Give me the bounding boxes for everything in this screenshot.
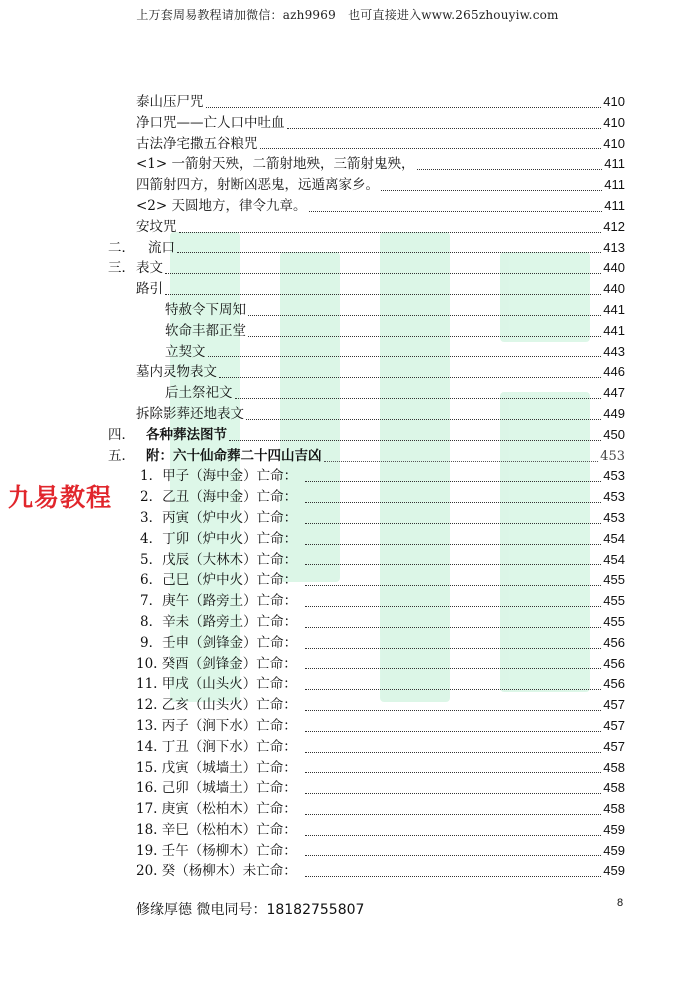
toc-page-number: 454 [603, 530, 625, 546]
toc-leader-dots [305, 876, 602, 877]
toc-leader-dots [287, 128, 602, 129]
toc-page-number: 455 [603, 613, 625, 629]
toc-leader-dots [246, 419, 601, 420]
toc-section-number: 四． [108, 426, 135, 443]
toc-leader-dots [219, 377, 601, 378]
toc-page-number: 453 [603, 509, 625, 525]
toc-page-number: 454 [603, 551, 625, 567]
toc-entry[interactable] [0, 591, 695, 612]
toc-entry-title: 15. 戊寅（城墙土）亡命： [136, 759, 297, 776]
toc-entry[interactable] [0, 113, 695, 134]
toc-page-number: 441 [603, 322, 625, 338]
toc-leader-dots [305, 668, 602, 669]
toc-entry-title: <1> 一箭射天殃，二箭射地殃，三箭射鬼殃， [136, 156, 415, 173]
toc-page-number: 450 [603, 426, 625, 442]
toc-entry-title: 泰山压尸咒 [136, 94, 204, 110]
toc-leader-dots [305, 648, 601, 649]
toc-leader-dots [179, 232, 602, 233]
toc-page-number: 453 [600, 448, 625, 464]
toc-section-number: 三． [108, 260, 135, 277]
toc-leader-dots [165, 294, 601, 295]
toc-page-number: 413 [603, 239, 625, 255]
toc-leader-dots [177, 252, 601, 253]
toc-leader-dots [305, 814, 602, 815]
toc-entry-title: 5．戊辰（大林木）亡命： [140, 551, 298, 568]
toc-entry[interactable] [0, 238, 695, 259]
toc-leader-dots [305, 772, 602, 773]
toc-entry-title: 拆除影葬还地表文 [136, 405, 244, 422]
toc-section-number: 五． [108, 447, 135, 464]
toc-entry-title: 12. 乙亥（山头火）亡命： [136, 697, 297, 714]
toc-page-number: 457 [603, 738, 625, 754]
toc-entry-title: 特赦令下周知 [165, 301, 246, 318]
toc-leader-dots [305, 502, 601, 503]
toc-page-number: 411 [604, 197, 625, 213]
toc-page-number: 453 [603, 468, 625, 484]
toc-entry-title: 净口咒——亡人口中吐血 [136, 114, 285, 131]
toc-leader-dots [305, 523, 601, 524]
toc-leader-dots [165, 273, 601, 274]
toc-entry-title: 18. 辛巳（松柏木）亡命： [136, 821, 297, 838]
toc-entry[interactable] [0, 841, 695, 862]
toc-entry[interactable] [0, 258, 695, 279]
toc-page-number: 447 [603, 385, 625, 401]
toc-leader-dots [305, 855, 602, 856]
toc-leader-dots [305, 564, 601, 565]
toc-entry-title: 各种葬法图节 [146, 426, 227, 443]
toc-entry[interactable] [0, 820, 695, 841]
toc-entry-title: 表文 [136, 260, 163, 277]
toc-leader-dots [260, 148, 602, 149]
toc-page-number: 458 [603, 780, 625, 796]
toc-page-number: 456 [603, 655, 625, 671]
toc-entry-title: 1．甲子（海中金）亡命： [140, 468, 298, 485]
toc-entry[interactable] [0, 758, 695, 779]
toc-page-number: 459 [603, 863, 625, 879]
toc-entry-title: 11. 甲戌（山头火）亡命： [136, 676, 297, 693]
toc-leader-dots [417, 169, 603, 170]
toc-leader-dots [305, 793, 602, 794]
toc-page-number: 410 [603, 135, 625, 151]
toc-entry-title: 后土祭祀文 [165, 385, 233, 402]
toc-entry[interactable] [0, 674, 695, 695]
toc-page-number: 446 [603, 364, 625, 380]
toc-entry[interactable] [0, 550, 695, 571]
toc-entry-title: 16. 己卯（城墙土）亡命： [136, 780, 297, 797]
toc-page-number: 457 [603, 697, 625, 713]
toc-leader-dots [305, 585, 601, 586]
toc-leader-dots [248, 336, 601, 337]
toc-entry[interactable] [0, 612, 695, 633]
toc-page-number: 441 [603, 301, 625, 317]
toc-entry-title: 17. 庚寅（松柏木）亡命： [136, 801, 297, 818]
toc-leader-dots [206, 107, 602, 108]
toc-entry-title: 3．丙寅（炉中火）亡命： [140, 509, 298, 526]
toc-entry[interactable] [0, 217, 695, 238]
toc-page-number: 440 [603, 260, 625, 276]
toc-page-number: 440 [603, 281, 625, 297]
toc-entry-title: 14. 丁丑（涧下水）亡命： [136, 738, 297, 755]
toc-leader-dots [248, 315, 601, 316]
toc-entry[interactable] [0, 362, 695, 383]
toc-section-number: 二． [108, 239, 135, 256]
toc-entry-title: 墓内灵物表文 [136, 364, 217, 381]
toc-entry-title: 2．乙丑（海中金）亡命： [140, 489, 298, 506]
toc-page-number: 411 [604, 156, 625, 172]
toc-entry[interactable] [0, 654, 695, 675]
toc-entry-title: 6．己巳（炉中火）亡命： [140, 572, 298, 589]
toc-page-number: 458 [603, 759, 625, 775]
toc-page-number: 412 [603, 218, 625, 234]
toc-entry[interactable] [0, 196, 695, 217]
toc-page-number: 456 [603, 634, 625, 650]
toc-entry-title: 附：六十仙命葬二十四山吉凶 [146, 447, 322, 464]
toc-page-number: 410 [603, 94, 625, 109]
toc-page-number: 459 [603, 821, 625, 837]
toc-leader-dots [305, 752, 602, 753]
toc-entry-title: 13. 丙子（涧下水）亡命： [136, 717, 297, 734]
toc-entry-title: 软命丰都正堂 [165, 322, 246, 339]
toc-entry-title: 20. 癸（杨柳木）未亡命： [136, 863, 297, 880]
page-number: 8 [617, 897, 624, 909]
toc-leader-dots [305, 544, 601, 545]
toc-leader-dots [381, 190, 602, 191]
table-of-contents [0, 92, 695, 882]
toc-leader-dots [305, 710, 602, 711]
toc-leader-dots [305, 627, 601, 628]
toc-entry[interactable] [0, 778, 695, 799]
toc-entry[interactable] [0, 321, 695, 342]
toc-page-number: 411 [604, 177, 625, 193]
toc-entry[interactable] [0, 508, 695, 529]
toc-entry[interactable] [0, 342, 695, 363]
toc-entry-title: 立契文 [165, 343, 206, 360]
toc-entry[interactable] [0, 529, 695, 550]
toc-entry-title: 10. 癸酉（剑锋金）亡命： [136, 655, 297, 672]
toc-entry-title: 19. 壬午（杨柳木）亡命： [136, 842, 297, 859]
toc-leader-dots [305, 731, 602, 732]
toc-entry[interactable] [0, 175, 695, 196]
toc-page-number: 458 [603, 801, 625, 817]
toc-page-number: 449 [603, 405, 625, 421]
toc-entry-title: 9．壬申（剑锋金）亡命： [140, 634, 298, 651]
toc-entry-title: 古法净宅撒五谷粮咒 [136, 135, 258, 152]
toc-entry[interactable] [0, 134, 695, 155]
toc-entry[interactable] [0, 466, 695, 487]
toc-entry-title: 四箭射四方，射断凶恶鬼，远遁离家乡。 [136, 177, 379, 194]
toc-entry-title: 7．庚午（路旁土）亡命： [140, 593, 298, 610]
toc-leader-dots [305, 606, 601, 607]
toc-entry[interactable] [0, 861, 695, 882]
brand-logo: 九易教程 [8, 483, 113, 512]
toc-entry-title: 安坟咒 [136, 218, 177, 235]
toc-entry[interactable] [0, 383, 695, 404]
toc-page-number: 459 [603, 842, 625, 858]
toc-entry-title: 8．辛未（路旁土）亡命： [140, 613, 298, 630]
page-header: 上万套周易教程请加微信：azh9969 也可直接进入www.265zhouyiw.com [136, 8, 559, 22]
toc-entry[interactable] [0, 425, 695, 446]
toc-entry[interactable] [0, 695, 695, 716]
toc-leader-dots [305, 689, 602, 690]
toc-leader-dots [208, 356, 602, 357]
toc-leader-dots [324, 461, 599, 462]
toc-entry-title: 路引 [136, 281, 163, 298]
toc-leader-dots [235, 398, 602, 399]
toc-entry[interactable] [0, 92, 695, 113]
toc-page-number: 443 [603, 343, 625, 359]
toc-entry-title: 4．丁卯（炉中火）亡命： [140, 530, 298, 547]
toc-entry[interactable] [0, 279, 695, 300]
toc-entry[interactable] [0, 737, 695, 758]
toc-entry[interactable] [0, 404, 695, 425]
toc-entry[interactable] [0, 633, 695, 654]
toc-leader-dots [305, 481, 601, 482]
toc-page-number: 455 [603, 572, 625, 588]
toc-page-number: 410 [603, 114, 625, 130]
toc-page-number: 453 [603, 489, 625, 505]
toc-entry[interactable] [0, 799, 695, 820]
toc-entry[interactable] [0, 300, 695, 321]
toc-page-number: 457 [603, 717, 625, 733]
toc-entry[interactable] [0, 154, 695, 175]
toc-leader-dots [309, 211, 603, 212]
toc-leader-dots [305, 835, 602, 836]
toc-page-number: 455 [603, 593, 625, 609]
toc-leader-dots [229, 440, 601, 441]
toc-entry-title: <2> 天圆地方，律令九章。 [136, 197, 307, 214]
toc-entry[interactable] [0, 487, 695, 508]
toc-entry[interactable] [0, 446, 695, 467]
footer-contact: 修缘厚德 微电同号：18182755807 [136, 902, 365, 918]
toc-entry[interactable] [0, 716, 695, 737]
toc-page-number: 456 [603, 676, 625, 692]
toc-entry-title: 流口 [148, 239, 175, 256]
toc-entry[interactable] [0, 570, 695, 591]
